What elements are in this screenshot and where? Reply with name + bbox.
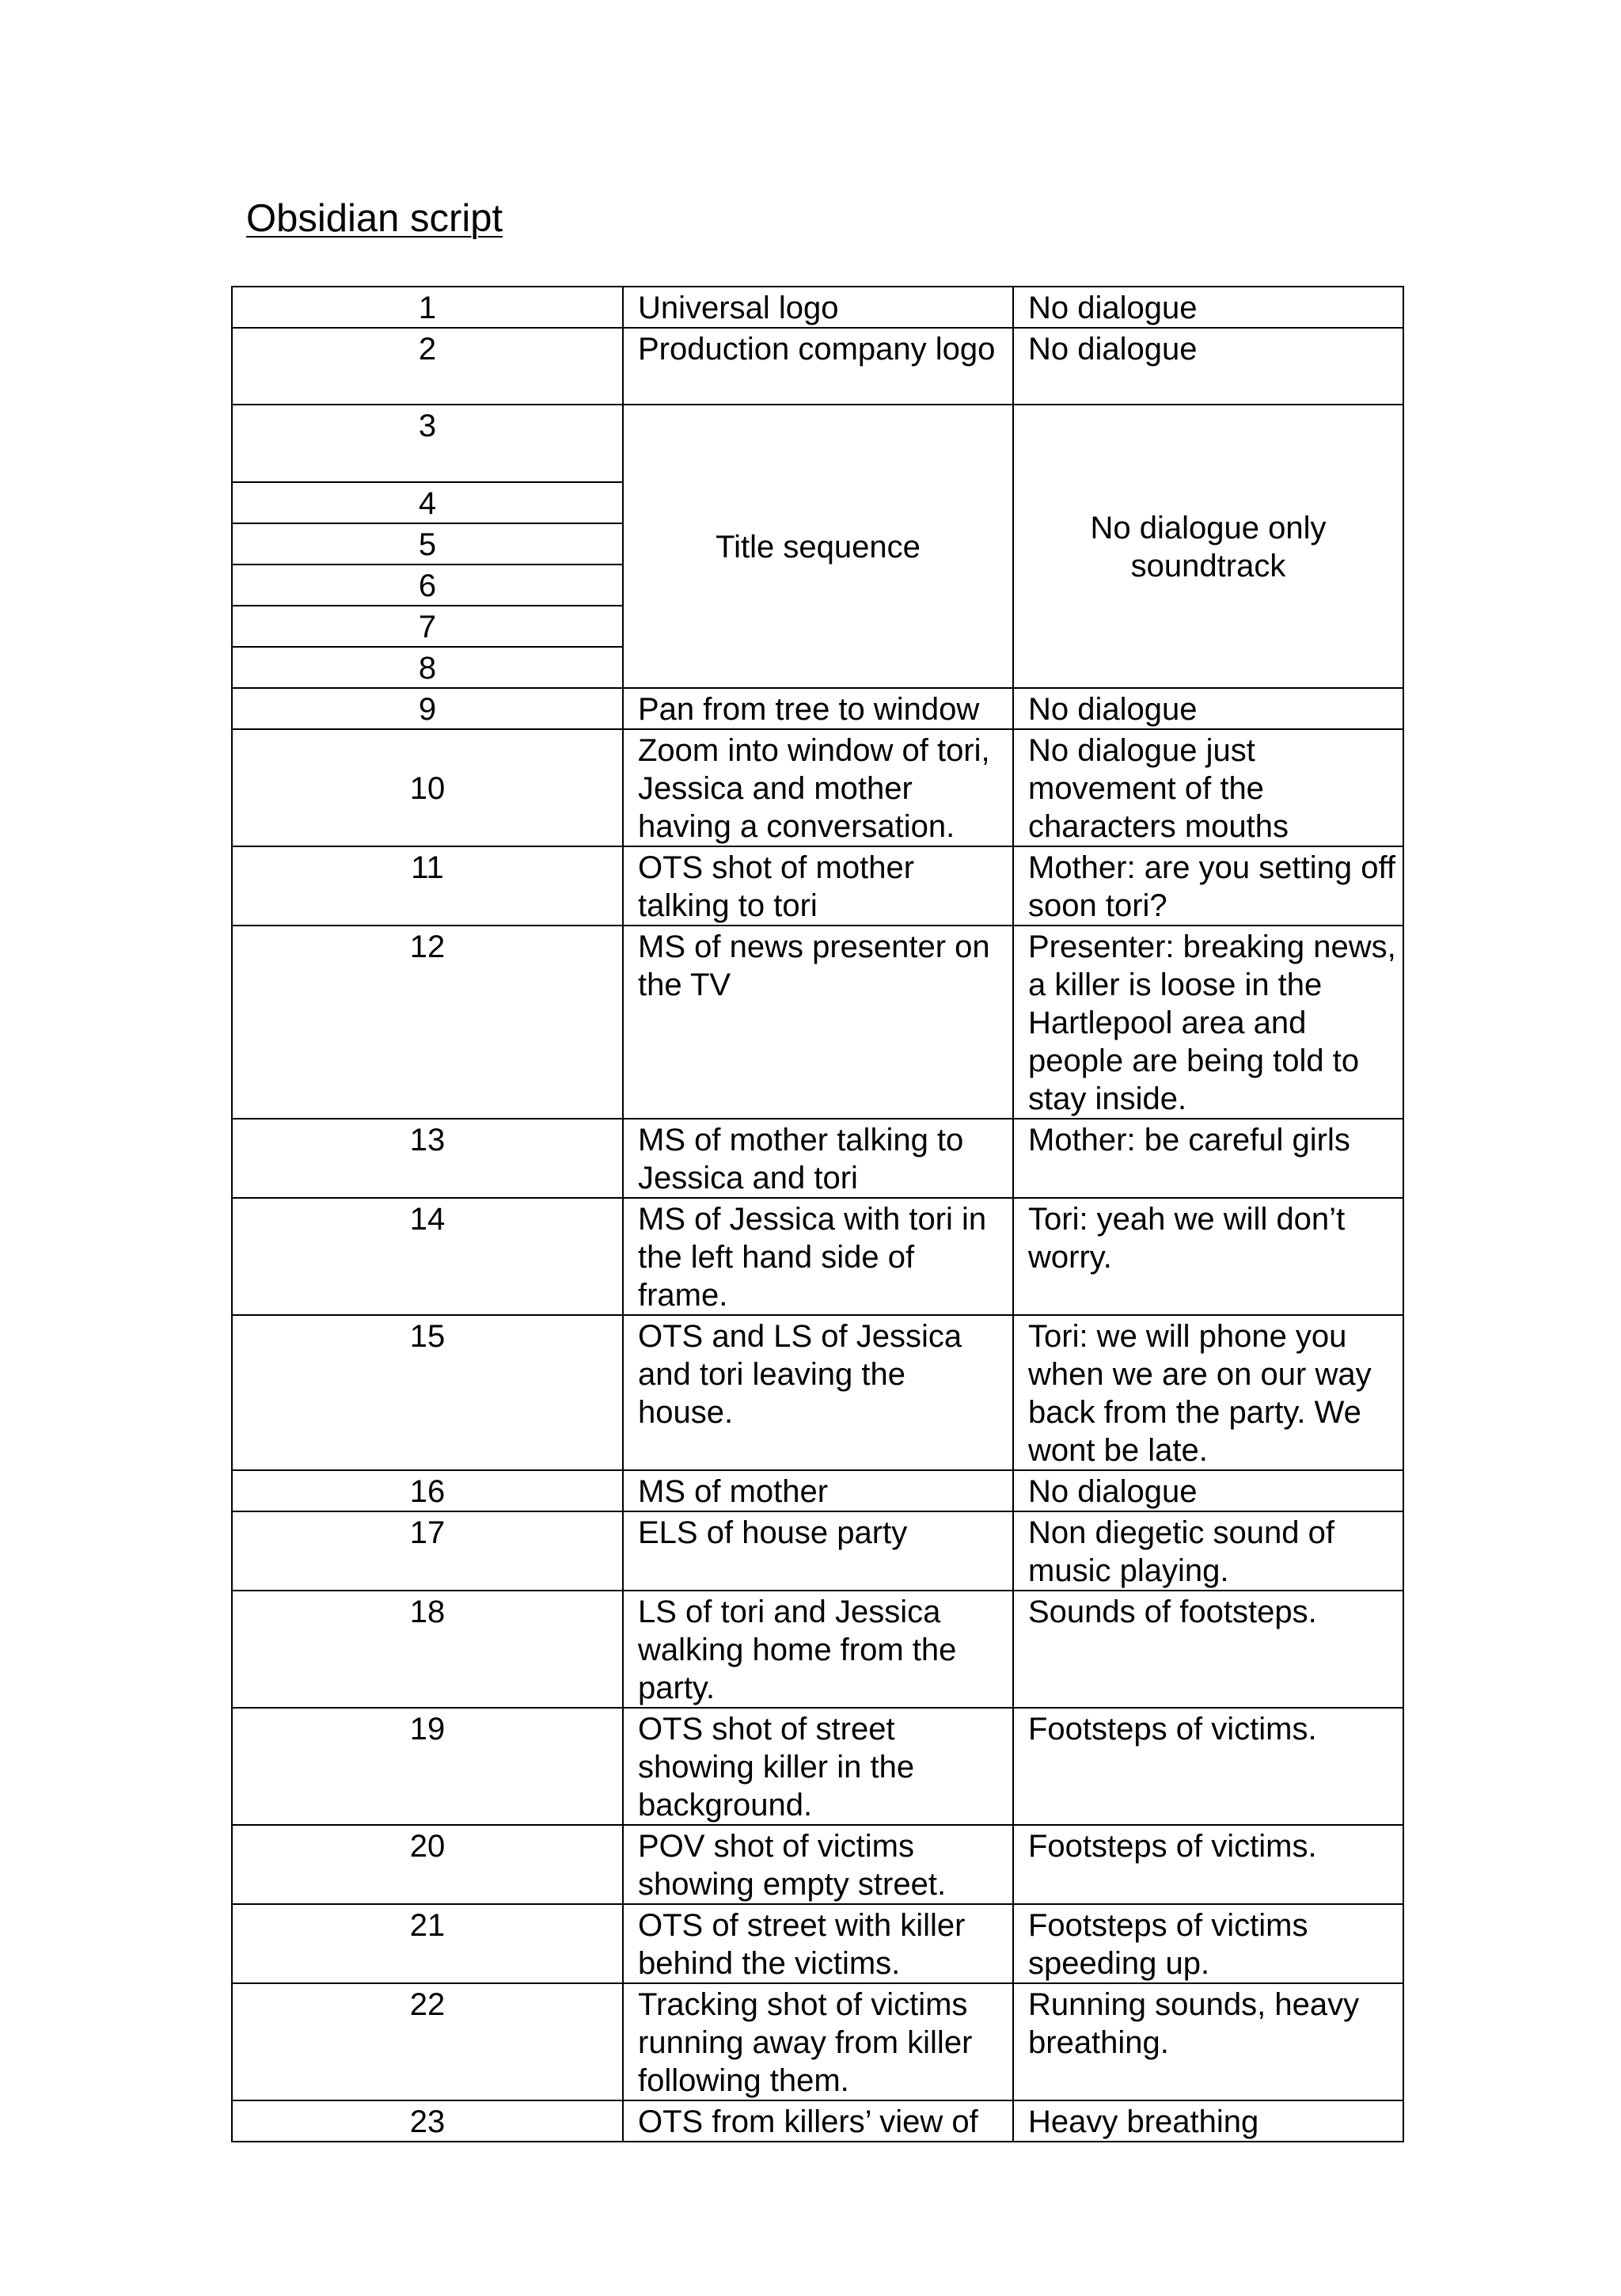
table-row	[232, 2100, 1403, 2142]
shot-number: 21	[232, 1904, 623, 1983]
shot-number: 4	[232, 482, 623, 523]
table-row	[232, 1825, 1403, 1904]
table-row	[232, 1904, 1403, 1983]
table-row	[232, 1591, 1403, 1708]
table-row	[232, 405, 1403, 482]
shot-description: POV shot of victims showing empty street.	[623, 1825, 1013, 1904]
shot-number: 14	[232, 1198, 623, 1315]
table-row	[232, 1315, 1403, 1470]
sound-dialogue: No dialogue	[1013, 1470, 1403, 1511]
shot-description: ELS of house party	[623, 1511, 1013, 1591]
shot-number: 22	[232, 1983, 623, 2100]
sound-dialogue: Footsteps of victims.	[1013, 1825, 1403, 1904]
shot-number: 1	[232, 287, 623, 328]
shot-description: OTS from killers’ view of	[623, 2100, 1013, 2142]
shot-number: 2	[232, 328, 623, 405]
shot-number: 10	[232, 729, 623, 846]
table-row	[232, 926, 1403, 1119]
shot-number: 18	[232, 1591, 623, 1708]
sound-dialogue: No dialogue	[1013, 287, 1403, 328]
script-table	[231, 286, 1404, 2142]
sound-dialogue: Footsteps of victims speeding up.	[1013, 1904, 1403, 1983]
sound-dialogue: Mother: are you setting off soon tori?	[1013, 846, 1403, 926]
sound-dialogue: Footsteps of victims.	[1013, 1708, 1403, 1825]
page-title: Obsidian script	[246, 197, 503, 240]
sound-dialogue: No dialogue only soundtrack	[1013, 405, 1403, 688]
shot-number: 19	[232, 1708, 623, 1825]
shot-number: 23	[232, 2100, 623, 2142]
sound-dialogue: Running sounds, heavy breathing.	[1013, 1983, 1403, 2100]
shot-description: OTS shot of mother talking to tori	[623, 846, 1013, 926]
shot-number: 11	[232, 846, 623, 926]
shot-description: OTS of street with killer behind the victims.	[623, 1904, 1013, 1983]
shot-number: 20	[232, 1825, 623, 1904]
sound-dialogue: Non diegetic sound of music playing.	[1013, 1511, 1403, 1591]
sound-dialogue: Tori: we will phone you when we are on our way back from the party. We wont be late.	[1013, 1315, 1403, 1470]
shot-number: 12	[232, 926, 623, 1119]
table-row	[232, 1470, 1403, 1511]
shot-description: OTS and LS of Jessica and tori leaving the house.	[623, 1315, 1013, 1470]
table-row	[232, 1983, 1403, 2100]
shot-description: Production company logo	[623, 328, 1013, 405]
table-row	[232, 1198, 1403, 1315]
table-row	[232, 729, 1403, 846]
sound-dialogue: Mother: be careful girls	[1013, 1119, 1403, 1198]
table-row	[232, 1708, 1403, 1825]
shot-number: 15	[232, 1315, 623, 1470]
table-row	[232, 328, 1403, 405]
shot-description: OTS shot of street showing killer in the background.	[623, 1708, 1013, 1825]
shot-description: Title sequence	[623, 405, 1013, 688]
shot-description: LS of tori and Jessica walking home from the party.	[623, 1591, 1013, 1708]
shot-description: MS of mother talking to Jessica and tori	[623, 1119, 1013, 1198]
shot-number: 3	[232, 405, 623, 482]
shot-number: 5	[232, 523, 623, 564]
shot-description: Tracking shot of victims running away from killer following them.	[623, 1983, 1013, 2100]
sound-dialogue: Sounds of footsteps.	[1013, 1591, 1403, 1708]
shot-number: 17	[232, 1511, 623, 1591]
shot-description: MS of news presenter on the TV	[623, 926, 1013, 1119]
sound-dialogue: Tori: yeah we will don’t worry.	[1013, 1198, 1403, 1315]
table-row	[232, 1119, 1403, 1198]
sound-dialogue: No dialogue	[1013, 688, 1403, 729]
sound-dialogue: No dialogue just movement of the characters mouths	[1013, 729, 1403, 846]
shot-description: MS of mother	[623, 1470, 1013, 1511]
sound-dialogue: Presenter: breaking news, a killer is loose in the Hartlepool area and people are being told to stay inside.	[1013, 926, 1403, 1119]
table-row	[232, 846, 1403, 926]
shot-description: MS of Jessica with tori in the left hand side of frame.	[623, 1198, 1013, 1315]
shot-description: Universal logo	[623, 287, 1013, 328]
shot-description: Zoom into window of tori, Jessica and mother having a conversation.	[623, 729, 1013, 846]
shot-number: 9	[232, 688, 623, 729]
sound-dialogue: Heavy breathing	[1013, 2100, 1403, 2142]
table-row	[232, 688, 1403, 729]
shot-number: 6	[232, 564, 623, 606]
table-row	[232, 1511, 1403, 1591]
shot-description: Pan from tree to window	[623, 688, 1013, 729]
shot-number: 13	[232, 1119, 623, 1198]
sound-dialogue: No dialogue	[1013, 328, 1403, 405]
table-row	[232, 287, 1403, 328]
shot-number: 8	[232, 647, 623, 688]
shot-number: 7	[232, 606, 623, 647]
shot-number: 16	[232, 1470, 623, 1511]
